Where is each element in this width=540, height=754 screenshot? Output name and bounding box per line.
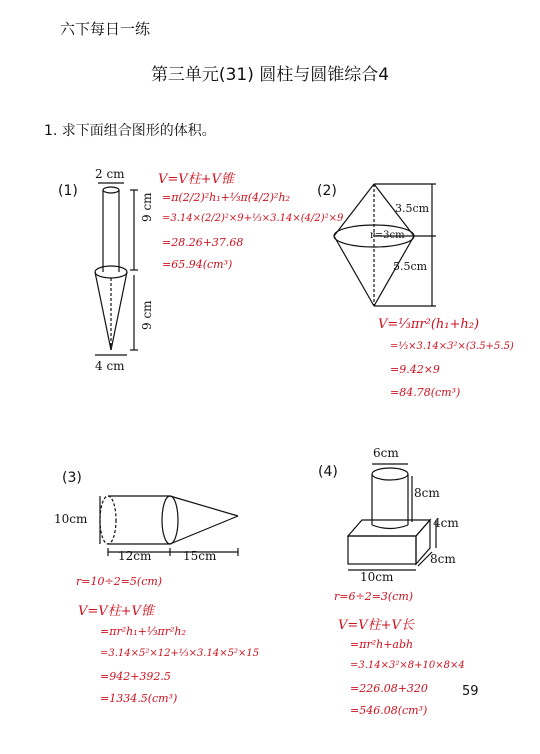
problem-2-label: (2) [317,183,337,199]
figure-3 [100,496,238,556]
p2-solution-line-3: =9.42×9 [390,363,440,376]
fig3-length1: 12cm [118,549,152,563]
worksheet-title: 第三单元(31) 圆柱与圆锥综合4 [150,65,390,85]
fig4-box-width: 8cm [430,552,456,566]
p2-solution-line-1: V=⅓πr²(h₁+h₂) [378,317,480,332]
p4-solution-line-3: =πr²h+abh [350,638,414,651]
p4-solution-line-5: =226.08+320 [350,682,428,695]
p1-solution-line-2: =π(2/2)²h₁+⅓π(4/2)²h₂ [162,191,290,204]
fig4-diameter: 6cm [373,446,399,460]
p3-solution-line-1: r=10÷2=5(cm) [76,575,163,588]
p1-solution-line-5: =65.94(cm³) [162,258,233,271]
fig3-diameter: 10cm [54,512,88,526]
p3-solution-line-4: =3.14×5²×12+⅓×3.14×5²×15 [100,648,260,659]
p2-solution-line-2: =⅓×3.14×3²×(3.5+5.5) [390,341,514,352]
page-number: 59 [462,684,479,699]
p1-solution-line-1: V=V柱+V锥 [158,172,234,187]
fig1-bottom-diameter: 4 cm [95,359,125,373]
figure-4 [348,464,436,570]
p1-solution-line-3: =3.14×(2/2)²×9+⅓×3.14×(4/2)²×9 [162,213,344,224]
p4-solution-line-4: =3.14×3²×8+10×8×4 [350,660,465,671]
fig1-cyl-top [103,187,119,193]
p3-solution-line-2: V=V柱+V锥 [78,604,154,619]
p4-solution-line-1: r=6÷2=3(cm) [334,590,414,603]
p1-solution-line-4: =28.26+37.68 [162,236,244,249]
p3-solution-line-5: =942+392.5 [100,670,171,683]
fig2-h2: 5.5cm [393,260,428,273]
fig1-h1: 9 cm [140,192,154,222]
p3-solution-line-6: =1334.5(cm³) [100,692,178,705]
fig1-h2: 9 cm [140,300,154,330]
fig4-cyl-height: 8cm [414,486,440,500]
question-text: 1. 求下面组合图形的体积。 [44,123,216,139]
fig2-h1: 3.5cm [395,202,430,215]
fig1-cone-base [95,266,127,278]
p4-solution-line-2: V=V柱+V长 [338,618,414,633]
p3-solution-line-3: =πr²h₁+⅓πr²h₂ [100,625,186,638]
p4-solution-line-6: =546.08(cm³) [350,704,428,717]
fig4-box-height: 4cm [433,516,459,530]
fig2-radius: r=3cm [370,230,405,241]
fig4-box-length: 10cm [360,570,394,584]
fig1-top-diameter: 2 cm [95,167,125,181]
problem-4-label: (4) [318,464,338,480]
problem-3-label: (3) [62,470,82,486]
section-header: 六下每日一练 [60,20,151,38]
p2-solution-line-4: =84.78(cm³) [390,386,461,399]
fig3-length2: 15cm [183,549,217,563]
problem-1-label: (1) [58,183,78,199]
figure-1 [95,183,138,355]
